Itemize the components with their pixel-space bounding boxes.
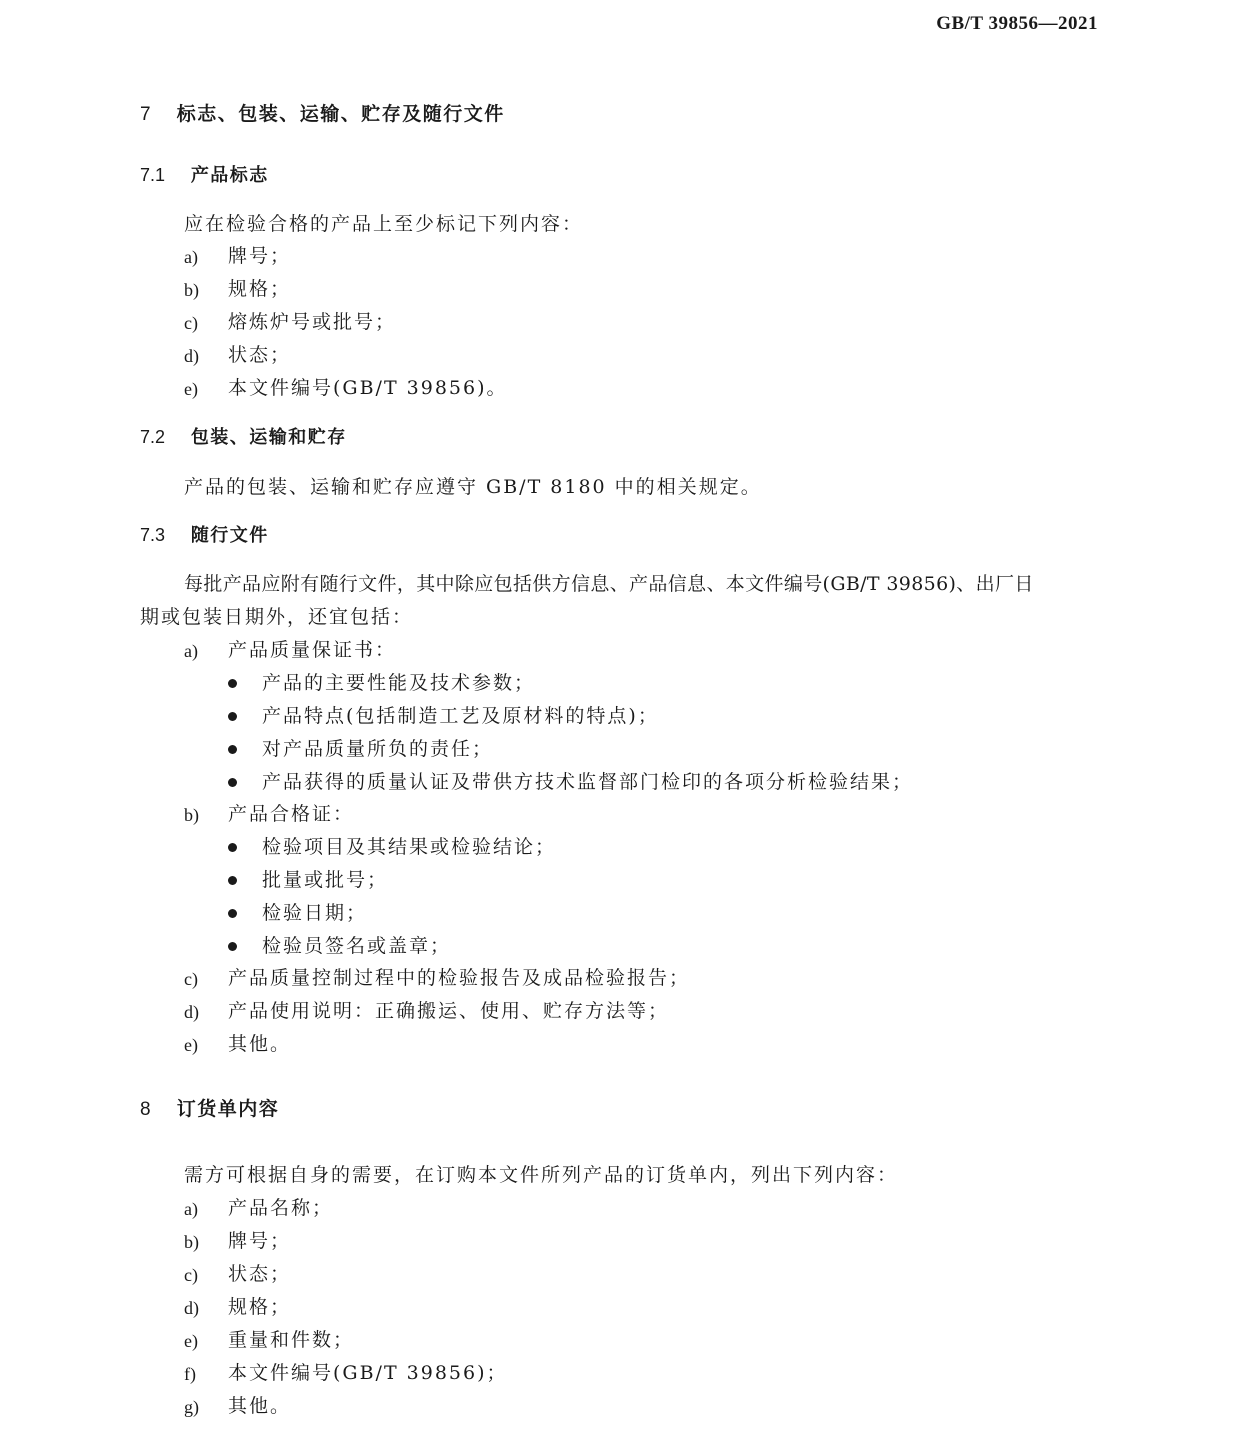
list-label: e) xyxy=(184,1035,198,1055)
bullet-icon xyxy=(228,876,237,885)
bullet-item: 检验员签名或盖章； xyxy=(262,935,452,957)
list-label: f) xyxy=(184,1364,196,1384)
list-item: 本文件编号(GB/T 39856)； xyxy=(228,1362,508,1384)
list-item: 产品质量保证书： xyxy=(228,639,397,661)
paragraph: 需方可根据自身的需要，在订购本文件所列产品的订货单内，列出下列内容： xyxy=(184,1164,899,1186)
paragraph: 产品的包装、运输和贮存应遵守 GB/T 8180 中的相关规定。 xyxy=(184,476,762,498)
list-label: e) xyxy=(184,1331,198,1351)
list-label: b) xyxy=(184,805,199,825)
list-label: a) xyxy=(184,641,198,661)
list-item: 牌号； xyxy=(228,1230,292,1252)
section-number: 8 xyxy=(140,1099,151,1120)
section-title: 随行文件 xyxy=(190,525,269,546)
bullet-item: 批量或批号； xyxy=(262,869,389,891)
section-title: 标志、包装、运输、贮存及随行文件 xyxy=(176,103,505,125)
list-label: b) xyxy=(184,1232,199,1252)
section-number: 7.2 xyxy=(140,427,166,447)
list-item: 产品使用说明：正确搬运、使用、贮存方法等； xyxy=(228,1000,670,1022)
list-label: a) xyxy=(184,1199,198,1219)
bullet-item: 检验项目及其结果或检验结论； xyxy=(262,836,557,858)
list-item: 牌号； xyxy=(228,245,292,267)
bullet-item: 产品特点(包括制造工艺及原材料的特点)； xyxy=(262,705,659,727)
list-item: 产品质量控制过程中的检验报告及成品检验报告； xyxy=(228,967,691,989)
bullet-icon xyxy=(228,745,237,754)
list-label: c) xyxy=(184,969,198,989)
bullet-icon xyxy=(228,843,237,852)
list-item: 本文件编号(GB/T 39856)。 xyxy=(228,377,508,399)
section-7-2-heading xyxy=(140,428,347,447)
list-item: 产品合格证： xyxy=(228,803,355,825)
list-label: a) xyxy=(184,247,198,267)
list-item: 状态； xyxy=(228,344,292,366)
section-title: 订货单内容 xyxy=(176,1098,280,1120)
list-label: d) xyxy=(184,346,199,366)
section-8-heading xyxy=(140,1100,279,1119)
bullet-item: 对产品质量所负的责任； xyxy=(262,738,494,760)
section-title: 产品标志 xyxy=(190,165,269,186)
paragraph: 应在检验合格的产品上至少标记下列内容： xyxy=(184,213,584,235)
list-item: 其他。 xyxy=(228,1033,292,1055)
list-label: d) xyxy=(184,1002,199,1022)
section-number: 7.3 xyxy=(140,525,166,545)
list-label: e) xyxy=(184,379,198,399)
bullet-icon xyxy=(228,679,237,688)
section-7-heading xyxy=(140,105,505,124)
bullet-icon xyxy=(228,909,237,918)
section-7-3-heading xyxy=(140,526,269,545)
list-label: c) xyxy=(184,313,198,333)
bullet-icon xyxy=(228,942,237,951)
standard-number: GB/T 39856—2021 xyxy=(936,13,1098,34)
list-item: 产品名称； xyxy=(228,1197,334,1219)
list-item: 其他。 xyxy=(228,1395,292,1417)
bullet-item: 产品的主要性能及技术参数； xyxy=(262,672,536,694)
section-number: 7 xyxy=(140,104,151,125)
list-label: c) xyxy=(184,1265,198,1285)
bullet-icon xyxy=(228,778,237,787)
list-label: d) xyxy=(184,1298,199,1318)
bullet-icon xyxy=(228,712,237,721)
list-item: 规格； xyxy=(228,1296,292,1318)
paragraph: 每批产品应附有随行文件，其中除应包括供方信息、产品信息、本文件编号(GB/T 39856)、出厂日 xyxy=(184,573,1034,595)
paragraph-continued: 期或包装日期外，还宜包括： xyxy=(140,606,414,628)
section-title: 包装、运输和贮存 xyxy=(190,427,347,448)
bullet-item: 检验日期； xyxy=(262,902,368,924)
list-item: 规格； xyxy=(228,278,292,300)
list-item: 熔炼炉号或批号； xyxy=(228,311,397,333)
list-item: 重量和件数； xyxy=(228,1329,355,1351)
list-label: g) xyxy=(184,1397,199,1417)
section-number: 7.1 xyxy=(140,165,166,185)
section-7-1-heading xyxy=(140,166,269,185)
list-item: 状态； xyxy=(228,1263,292,1285)
list-label: b) xyxy=(184,280,199,300)
bullet-item: 产品获得的质量认证及带供方技术监督部门检印的各项分析检验结果； xyxy=(262,771,914,793)
